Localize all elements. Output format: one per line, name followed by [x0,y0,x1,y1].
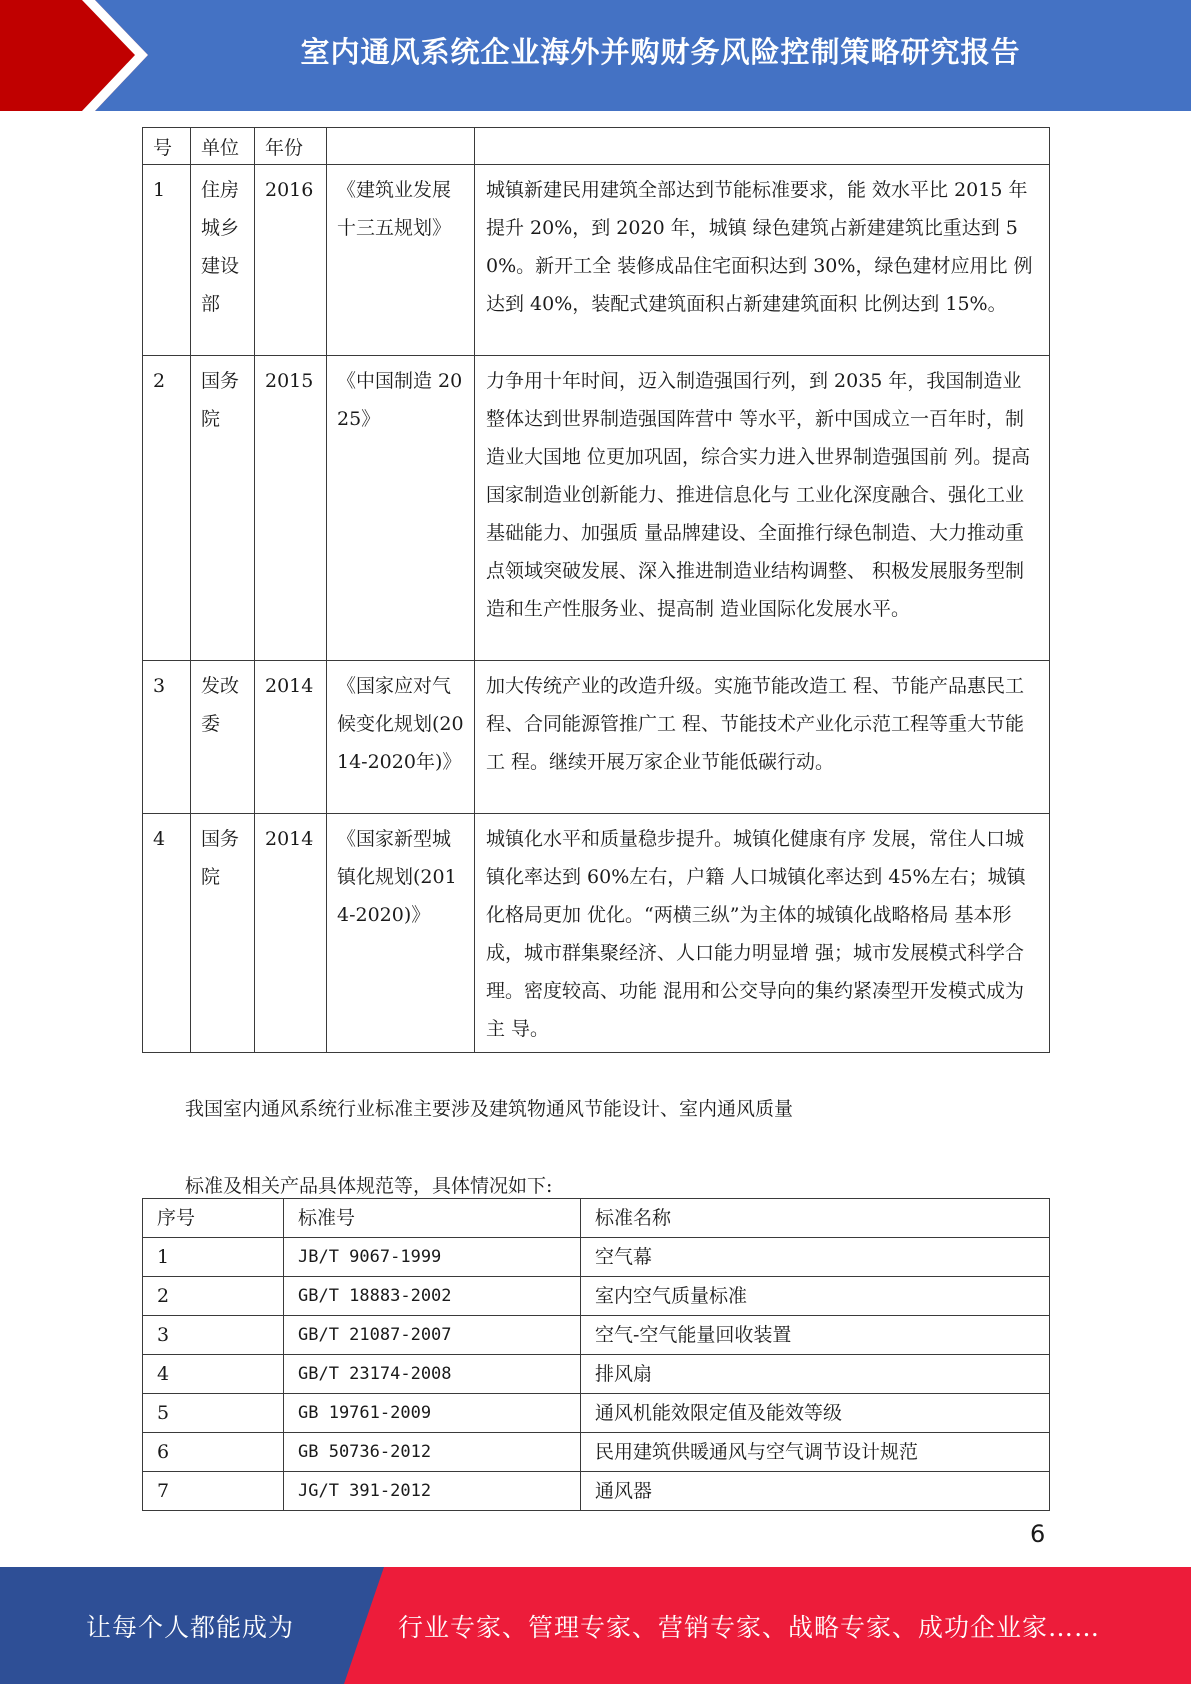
header-cell-unit: 单位 [191,128,255,165]
policy-table-header-row [143,128,1050,165]
standards-table [142,1198,1050,1511]
cell-code: GB/T 21087-2007 [284,1316,581,1355]
cell-name: 空气-空气能量回收装置 [581,1316,1050,1355]
cell-year: 2015 [255,356,327,661]
header-cell-code: 标准号 [284,1199,581,1238]
table-row [143,661,1050,814]
cell-content: 力争用十年时间，迈入制造强国行列，到 2035 年，我国制造业整体达到世界制造强国阵营中 等水平，新中国成立一百年时，制造业大国地 位更加巩固，综合实力进入世界制造强国前 列。提高国家制造业创新能力、推进信息化与 工业化深度融合、强化工业基础能力、加强质 量品牌建设、全面推行绿色制造、大力推动重 点领域突破发展、深入推进制造业结构调整、 积极发展服务型制造和生产性服务业、提高制 造业国际化发展水平。 [475,356,1050,661]
cell-no: 7 [143,1472,284,1511]
table-row [143,1316,1050,1355]
table-row [143,1355,1050,1394]
cell-code: GB 50736-2012 [284,1433,581,1472]
cell-name: 室内空气质量标准 [581,1277,1050,1316]
page-footer [0,1567,1191,1684]
cell-content: 城镇化水平和质量稳步提升。城镇化健康有序 发展，常住人口城镇化率达到 60%左右，户籍 人口城镇化率达到 45%左右；城镇化格局更加 优化。“两横三纵”为主体的城镇化战略格局 基本形成，城市群集聚经济、人口能力明显增 强；城市发展模式科学合理。密度较高、功能 混用和公交导向的集约紧凑型开发模式成为主 导。 [475,814,1050,1053]
cell-policy: 《国家新型城镇化规划(2014-2020)》 [327,814,475,1053]
cell-no: 4 [143,1355,284,1394]
cell-code: JB/T 9067-1999 [284,1238,581,1277]
cell-name: 民用建筑供暖通风与空气调节设计规范 [581,1433,1050,1472]
page-number: 6 [1030,1520,1046,1548]
table-row [143,814,1050,1053]
report-title: 室内通风系统企业海外并购财务风险控制策略研究报告 [300,34,1021,69]
body-paragraph-line-2: 标准及相关产品具体规范等，具体情况如下: [185,1175,553,1197]
cell-year: 2016 [255,165,327,356]
cell-unit: 住房城乡建设部 [191,165,255,356]
header-cell-name: 标准名称 [581,1199,1050,1238]
table-row [143,1238,1050,1277]
cell-no: 1 [143,165,191,356]
cell-code: JG/T 391-2012 [284,1472,581,1511]
footer-slogan-right: 行业专家、管理专家、营销专家、战略专家、成功企业家…… [398,1612,1101,1642]
standards-table-header-row [143,1199,1050,1238]
cell-name: 通风器 [581,1472,1050,1511]
table-row [143,1433,1050,1472]
cell-name: 排风扇 [581,1355,1050,1394]
cell-content: 加大传统产业的改造升级。实施节能改造工 程、节能产品惠民工程、合同能源管推广工 程、节能技术产业化示范工程等重大节能工 程。继续开展万家企业节能低碳行动。 [475,661,1050,814]
header-cell-no: 号 [143,128,191,165]
cell-unit: 发改委 [191,661,255,814]
footer-slogan-left: 让每个人都能成为 [85,1612,294,1642]
policy-table [142,127,1050,1053]
table-row [143,356,1050,661]
body-paragraph-line-1: 我国室内通风系统行业标准主要涉及建筑物通风节能设计、室内通风质量 [185,1098,794,1120]
cell-no: 5 [143,1394,284,1433]
cell-unit: 国务院 [191,814,255,1053]
table-row [143,165,1050,356]
cell-year: 2014 [255,814,327,1053]
cell-code: GB 19761-2009 [284,1394,581,1433]
cell-code: GB/T 18883-2002 [284,1277,581,1316]
table-row [143,1394,1050,1433]
cell-no: 3 [143,661,191,814]
table-row [143,1472,1050,1511]
cell-code: GB/T 23174-2008 [284,1355,581,1394]
cell-content: 城镇新建民用建筑全部达到节能标准要求，能 效水平比 2015 年提升 20%，到 2020 年，城镇 绿色建筑占新建建筑比重达到 50%。新开工全 装修成品住宅面积达到 30%，绿色建材应用比 例达到 40%，装配式建筑面积占新建建筑面积 比例达到 15%。 [475,165,1050,356]
header-cell-no: 序号 [143,1199,284,1238]
header-cell-year: 年份 [255,128,327,165]
table-row [143,1277,1050,1316]
page-header [0,0,1191,111]
cell-year: 2014 [255,661,327,814]
cell-policy: 《建筑业发展十三五规划》 [327,165,475,356]
cell-name: 通风机能效限定值及能效等级 [581,1394,1050,1433]
cell-no: 1 [143,1238,284,1277]
header-cell-policy [327,128,475,165]
cell-no: 3 [143,1316,284,1355]
cell-no: 4 [143,814,191,1053]
cell-no: 2 [143,356,191,661]
header-cell-content [475,128,1050,165]
cell-unit: 国务院 [191,356,255,661]
cell-no: 2 [143,1277,284,1316]
cell-name: 空气幕 [581,1238,1050,1277]
cell-no: 6 [143,1433,284,1472]
cell-policy: 《中国制造 2025》 [327,356,475,661]
cell-policy: 《国家应对气候变化规划(2014-2020年)》 [327,661,475,814]
